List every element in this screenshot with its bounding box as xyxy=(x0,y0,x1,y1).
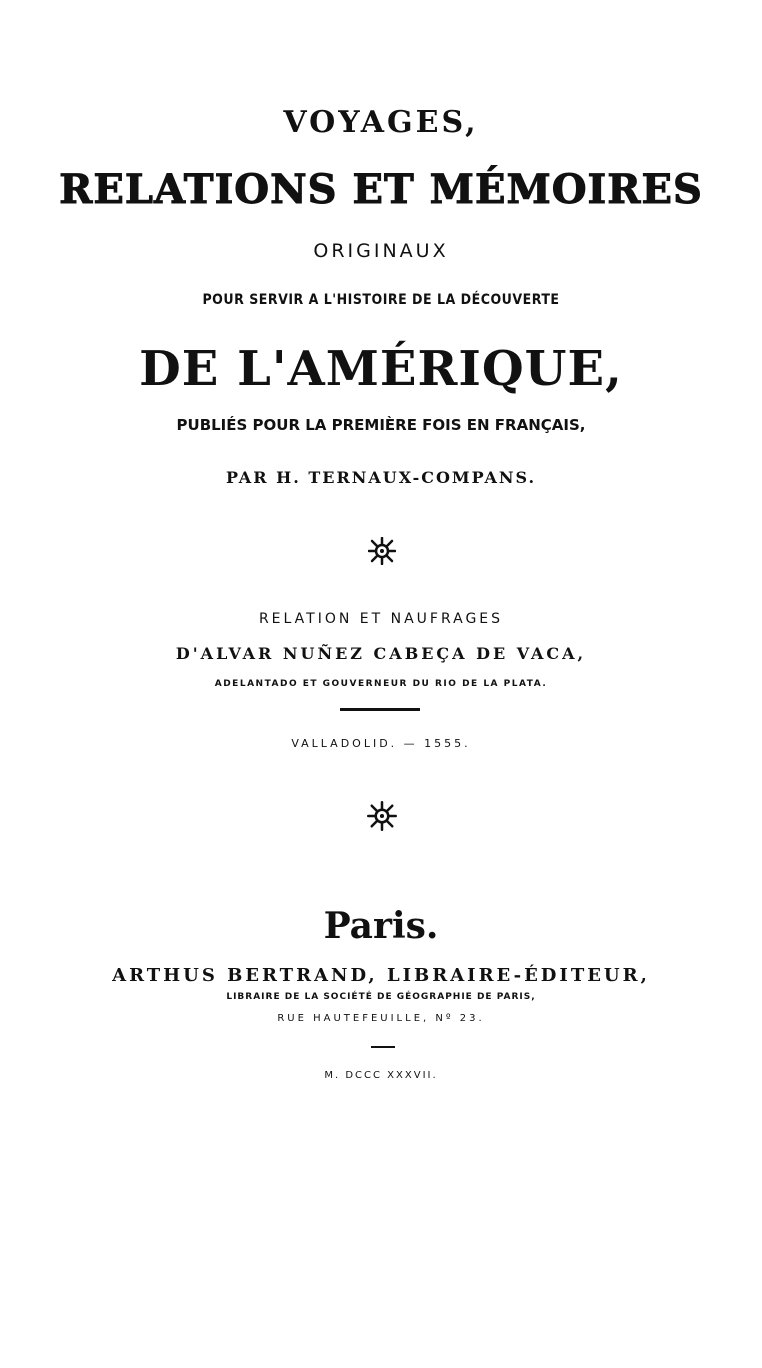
author-line: PAR H. TERNAUX-COMPANS. xyxy=(225,468,537,487)
publisher-detail: LIBRAIRE DE LA SOCIÉTÉ DE GÉOGRAPHIE DE PARIS, xyxy=(226,992,536,1002)
publisher-name: ARTHUS BERTRAND, LIBRAIRE-ÉDITEUR, xyxy=(112,965,650,986)
title-line-publies: PUBLIÉS POUR LA PREMIÈRE FOIS EN FRANÇAIS, xyxy=(176,416,586,434)
title-line-de-l-amerique: DE L'AMÉRIQUE, xyxy=(139,341,623,397)
publication-year: M. DCCC XXXVII. xyxy=(324,1070,438,1081)
title-line-voyages: VOYAGES, xyxy=(283,105,479,140)
publisher-address: RUE HAUTEFEUILLE, Nº 23. xyxy=(277,1013,485,1024)
ornament-icon xyxy=(368,537,396,569)
divider-rule-small xyxy=(371,1046,395,1048)
title-line-relations-memoires: RELATIONS ET MÉMOIRES xyxy=(59,166,703,213)
subtitle-role: ADELANTADO ET GOUVERNEUR DU RIO DE LA PLATA. xyxy=(214,679,548,689)
subtitle-relation: RELATION ET NAUFRAGES xyxy=(258,611,504,627)
title-line-pour-servir: POUR SERVIR A L'HISTOIRE DE LA DÉCOUVERTE xyxy=(202,292,560,308)
original-imprint: VALLADOLID. — 1555. xyxy=(291,737,471,750)
imprint-city: Paris. xyxy=(323,905,439,947)
divider-rule xyxy=(340,708,420,711)
ornament-icon xyxy=(366,800,398,836)
subtitle-author: D'ALVAR NUÑEZ CABEÇA DE VACA, xyxy=(175,644,587,663)
title-line-originaux: ORIGINAUX xyxy=(313,240,449,262)
